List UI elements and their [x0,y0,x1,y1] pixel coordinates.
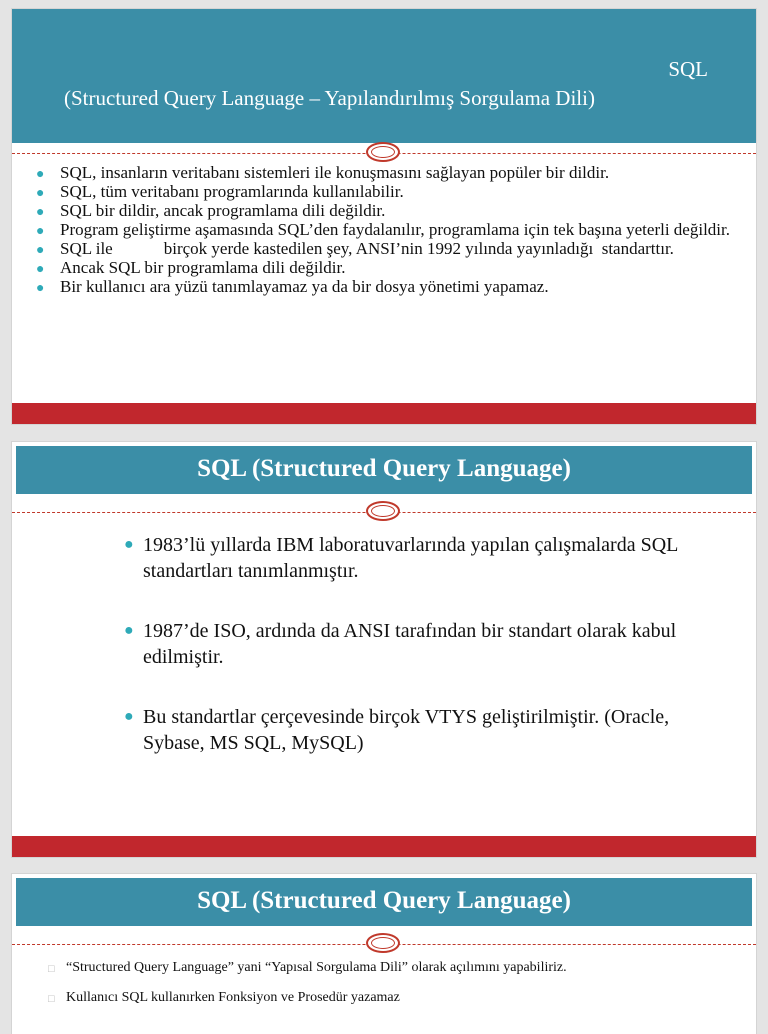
slide-2-header [16,446,752,494]
slide-3 [12,874,756,1034]
list-item: ● 1987’de ISO, ardında da ANSI tarafından bir standart olarak kabul edilmiştir. [124,620,677,668]
bullet-icon: ● [124,622,134,639]
bullet-icon: ● [36,186,45,201]
slide-3-bullet-list [48,960,728,1020]
list-item: ● 1983’lü yıllarda IBM laboratuvarlarında yapılan çalışmalarda SQL standartları tanımlanmıştır. [124,534,678,582]
oval-ornament-icon [366,501,400,521]
bullet-icon: ● [36,262,45,277]
list-item: ● Bir kullanıcı ara yüzü tanımlayamaz ya da bir dosya yönetimi yapamaz. [36,277,549,296]
bullet-icon: ● [36,167,45,182]
bullet-icon: □ [48,963,55,975]
bullet-icon: ● [36,224,45,239]
slide-1-title-line-2: (Structured Query Language – Yapılandırılmış Sorgulama Dili) [64,86,595,110]
slide-1-title-line-1: SQL [668,57,708,81]
slide-2-title: SQL (Structured Query Language) [197,455,571,482]
slide-3-header [16,878,752,926]
list-item: ● SQL bir dildir, ancak programlama dili değildir. [36,201,386,220]
slide-1-footer-bar [12,403,756,424]
oval-ornament-icon [366,142,400,162]
bullet-icon: ● [124,536,134,553]
bullet-icon: □ [48,993,55,1005]
bullet-icon: ● [124,708,134,725]
slide-2-footer-bar [12,836,756,857]
list-item: ● Ancak SQL bir programlama dili değildir. [36,258,346,277]
list-item: ● Bu standartlar çerçevesinde birçok VTYS geliştirilmiştir. (Oracle, Sybase, MS SQL, MySQL) [124,706,670,754]
bullet-icon: ● [36,205,45,220]
slide-1 [12,9,756,424]
list-item: □ “Structured Query Language” yani “Yapısal Sorgulama Dili” olarak açılımını yapabiliriz. [48,960,567,975]
list-item: □ Kullanıcı SQL kullanırken Fonksiyon ve Prosedür yazamaz [48,990,400,1005]
list-item: ● Program geliştirme aşamasında SQL’den faydalanılır, programlama için tek başına yeterli değildir. [36,220,730,239]
oval-ornament-icon [366,933,400,953]
list-item: ● SQL, tüm veritabanı programlarında kullanılabilir. [36,182,404,201]
slide-1-bullet-list [30,164,745,297]
list-item: ● SQL ile birçok yerde kastedilen şey, ANSI’nin 1992 yılında yayınladığı standarttır. [36,239,674,258]
slide-2-bullet-list [124,532,724,790]
slide-1-header [12,9,756,143]
slide-2 [12,442,756,857]
bullet-icon: ● [36,243,45,258]
list-item: ● SQL, insanların veritabanı sistemleri ile konuşmasını sağlayan popüler bir dildir. [36,163,610,182]
bullet-icon: ● [36,281,45,296]
slide-3-title: SQL (Structured Query Language) [197,887,571,914]
